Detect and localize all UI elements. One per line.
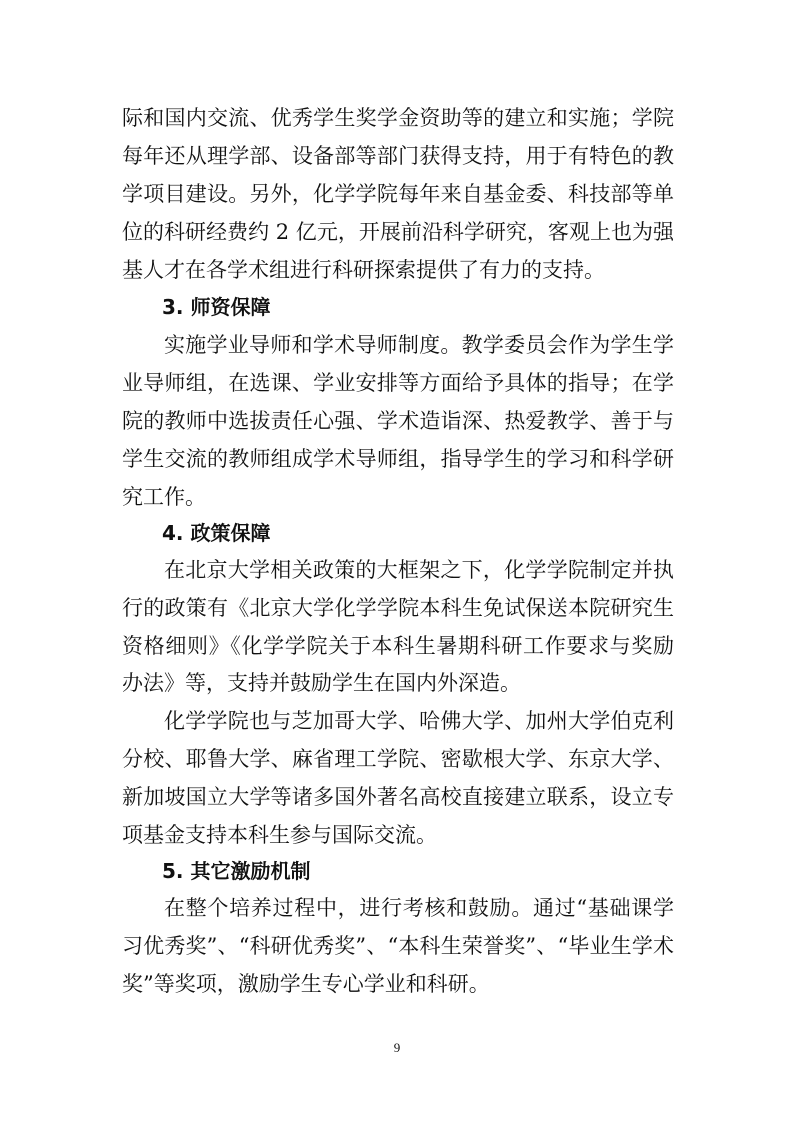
paragraph-line: 化学学院也与芝加哥大学、哈佛大学、加州大学伯克利 [164, 709, 674, 733]
paragraph-line: 每年还从理学部、设备部等部门获得支持，用于有特色的教 [122, 144, 674, 168]
paragraph-line: 在北京大学相关政策的大框架之下，化学学院制定并执 [164, 558, 674, 582]
paragraph-line: 办法》等，支持并鼓励学生在国内外深造。 [122, 671, 521, 695]
paragraph-line: 位的科研经费约 2 亿元，开展前沿科学研究，客观上也为强 [122, 220, 674, 244]
paragraph-line: 奖”等奖项，激励学生专心学业和科研。 [122, 972, 490, 996]
paragraph-line: 新加坡国立大学等诸多国外著名高校直接建立联系，设立专 [122, 785, 674, 809]
paragraph-line: 学生交流的教师组成学术导师组，指导学生的学习和科学研 [122, 447, 674, 471]
paragraph-line: 究工作。 [122, 485, 206, 509]
paragraph-line: 基人才在各学术组进行科研探索提供了有力的支持。 [122, 258, 605, 282]
section-heading: 3. 师资保障 [162, 295, 271, 319]
paragraph-line: 项基金支持本科生参与国际交流。 [122, 823, 437, 847]
page-number: 9 [393, 1040, 401, 1055]
section-heading: 5. 其它激励机制 [162, 859, 311, 883]
paragraph-line: 际和国内交流、优秀学生奖学金资助等的建立和实施；学院 [122, 106, 674, 130]
paragraph-line: 分校、耶鲁大学、麻省理工学院、密歇根大学、东京大学、 [122, 747, 674, 771]
paragraph-line: 在整个培养过程中，进行考核和鼓励。通过“基础课学 [164, 896, 674, 920]
section-heading: 4. 政策保障 [162, 521, 271, 545]
paragraph-line: 业导师组，在选课、学业安排等方面给予具体的指导；在学 [122, 371, 674, 395]
paragraph-line: 行的政策有《北京大学化学学院本科生免试保送本院研究生 [122, 596, 674, 620]
paragraph-line: 学项目建设。另外，化学学院每年来自基金委、科技部等单 [122, 182, 674, 206]
paragraph-line: 资格细则》《化学学院关于本科生暑期科研工作要求与奖励 [122, 634, 674, 658]
paragraph-line: 实施学业导师和学术导师制度。教学委员会作为学生学 [164, 333, 674, 357]
paragraph-line: 习优秀奖”、“科研优秀奖”、“本科生荣誉奖”、“毕业生学术 [122, 934, 674, 958]
paragraph-line: 院的教师中选拔责任心强、学术造诣深、热爱教学、善于与 [122, 409, 674, 433]
